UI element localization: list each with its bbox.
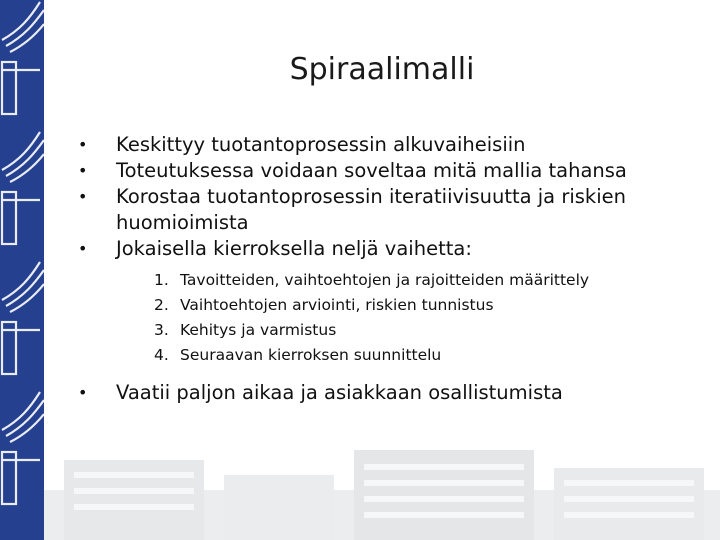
phase-text: Seuraavan kierroksen suunnittelu	[180, 346, 442, 364]
bullet-item	[78, 158, 698, 184]
phase-item	[116, 268, 698, 293]
bullet-text: Korostaa tuotantoprosessin iteratiivisuutta ja riskien huomioimista	[116, 185, 626, 234]
bullet-symbol: •	[78, 239, 88, 258]
left-decorative-band	[0, 0, 44, 540]
bullet-item	[78, 184, 698, 236]
phase-item	[116, 343, 698, 368]
phase-number: 1.	[154, 271, 169, 289]
bullet-symbol: •	[78, 187, 88, 206]
phase-text: Kehitys ja varmistus	[180, 321, 337, 339]
bullet-item	[78, 380, 698, 406]
bullet-item	[78, 132, 698, 158]
background-building-image	[44, 440, 720, 540]
spacer	[78, 372, 698, 380]
bullet-text: Toteutuksessa voidaan soveltaa mitä mallia tahansa	[116, 159, 627, 182]
slide-title: Spiraalimalli	[289, 52, 475, 87]
phase-text: Vaihtoehtojen arviointi, riskien tunnistus	[180, 296, 494, 314]
flame-pattern-icon	[0, 0, 44, 540]
phase-number: 4.	[154, 346, 169, 364]
bullet-text: Jokaisella kierroksella neljä vaihetta:	[116, 237, 472, 260]
phase-text: Tavoitteiden, vaihtoehtojen ja rajoitteiden määrittely	[180, 271, 590, 289]
bullet-list	[78, 132, 698, 406]
bullet-symbol: •	[78, 135, 88, 154]
phase-item	[116, 293, 698, 318]
bullet-text: Keskittyy tuotantoprosessin alkuvaiheisiin	[116, 133, 526, 156]
bullet-symbol: •	[78, 161, 88, 180]
phase-item	[116, 318, 698, 343]
bullet-item	[78, 236, 698, 368]
bullet-text: Vaatii paljon aikaa ja asiakkaan osallistumista	[116, 381, 563, 404]
phase-number: 2.	[154, 296, 169, 314]
phase-list	[116, 268, 698, 368]
bullet-symbol: •	[78, 383, 88, 402]
phase-number: 3.	[154, 321, 169, 339]
